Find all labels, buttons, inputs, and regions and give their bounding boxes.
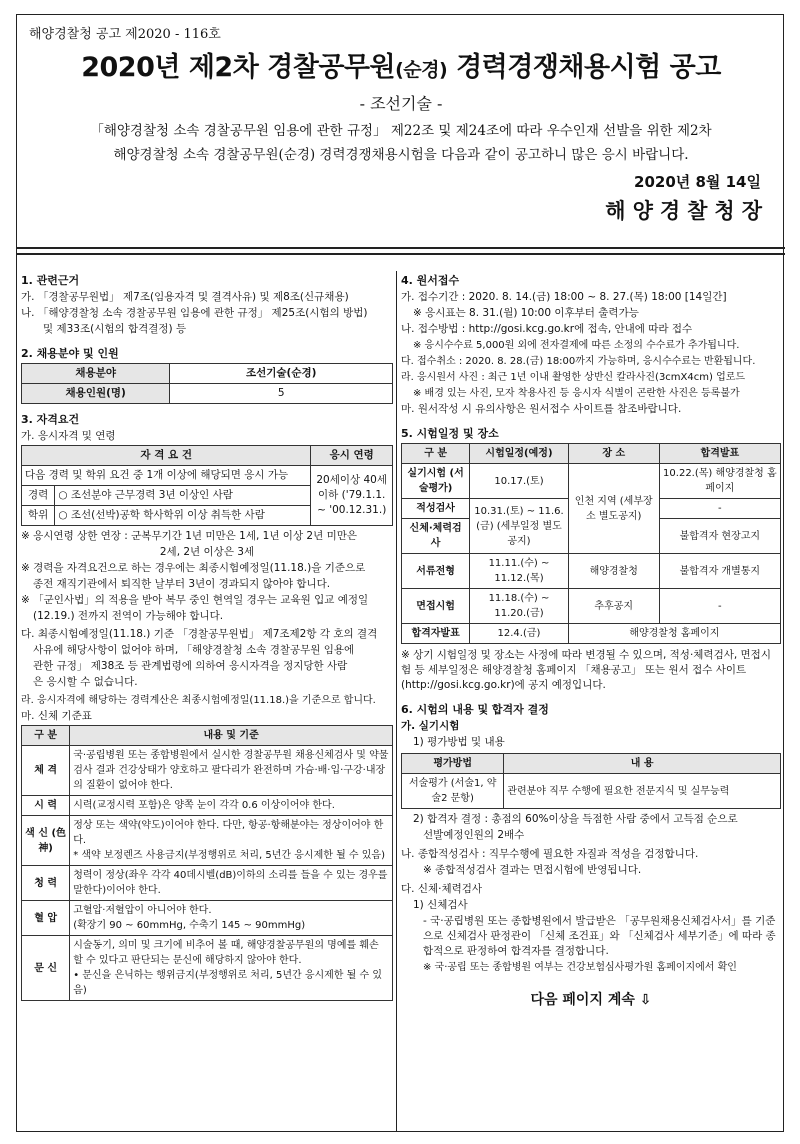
header-divider-2 xyxy=(17,253,785,255)
section-3-title: 3. 자격요건 xyxy=(21,413,80,426)
next-page-note: 다음 페이지 계속 ⇩ xyxy=(530,992,652,1008)
intro-text: 「해양경찰청 소속 경찰공무원 임용에 관한 규정」 제22조 및 제24조에 따라 우수인재 선발을 위한 제2차 해양경찰청 소속 경찰공무원(순경) 경력경쟁채용시험을 다음과 같이 공고하니 많은 응시 바랍니다. xyxy=(90,123,712,163)
body-standard-table: 구 분 내용 및 기준 체 격 국·공립병원 또는 종합병원에서 실시한 경찰공무원 채용신체검사 및 약물검사 결과 건강상태가 양호하고 팔다리가 완전하며 가슴·배·입·구강·내장의 질환이 없어야 한다. 시 력 시력(교정시력 포함)은 양쪽 눈이 각각 0.6 이상이어야 한다. 색 신 (色神) 정상 또는 색약(약도)이어야 한다. 다만, 항공·항해분야는 정상이어야 한다. * 색약 보정렌즈 사용금지(부정행위로 처리, 5년간 응시제한 될 수 있음) 청 력 청력이 정상(좌우 각각 40데시벨(dB)이하의 소리를 들을 수 있는 경우를 말한다)이어야 한다. 혈 압 고혈압·저혈압이 아니어야 한다. (확장기 90 ~ 60mmHg, 수축기 145 ~ 90mmHg) 문 신 시술동기, 의미 및 크기에 비추어 볼 때, 해양경찰공무원의 명예를 훼손 할 수 있다고 판단되는 문신에 해당하지 않아야 한다. • 문신을 은닉하는 행위금지(부정행위로 처리, 5년간 응시제한 될 수 있음) xyxy=(21,725,393,1001)
notice-date: 2020년 8월 14일 xyxy=(634,173,761,191)
qualification-table: 자 격 요 건 응시 연령 다음 경력 및 학위 요건 중 1개 이상에 해당되면 응시 가능 20세이상 40세이하 ('79.1.1. ~ '00.12.31.) 경력 ○ 조선분야 근무경력 3년 이상인 사람 학위 ○ 조선(선박)공학 학사학위 이상 취득한 사람 xyxy=(21,445,393,526)
notice-number: 해양경찰청 공고 제2020 - 116호 xyxy=(29,27,221,42)
section-1-title: 1. 관련근거 xyxy=(21,274,80,287)
left-column: 1. 관련근거 가. 「경찰공무원법」 제7조(임용자격 및 결격사유) 및 제8조(신규채용) 나. 「해양경찰청 소속 경찰공무원 임용에 관한 규정」 제25조(시험의 방법) 및 제33조(시험의 합격결정) 등 2. 채용분야 및 인원 채용분야 조선기술(순경) 채용인원(명) 5 3. 자격요건 가. 응시자격 및 연령 자 격 요 건 응시 연령 다음 경력 및 학위 요건 중 1개 이상에 해당되면 응시 가능 20세이상 40세이하 ('79.1.1. ~ '00.12.31.) 경력 ○ 조선분야 근무경력 3년 이상인 사람 학위 ○ 조선(선박)공학 학사학위 이상 취득한 사람 ※ 응시연령 상한 연장 : 군복무기간 1년 미만은 1세, 1년 이상 2년 미만은 2세, 2년 이상은 3세 ※ 경력을 자격요건으로 하는 경우에는 최종시험예정일(11.18.)을 기준으로 종전 재직기관에서 퇴직한 날부터 3년이 경과되지 않아야 합니다. ※ 「군인사법」의 적용을 받아 복무 중인 현역일 경우는 교육원 입교 예정일 (12.19.) 전까지 전역이 가능해야 합니다. 다. 최종시험예정일(11.18.) 기준 「경찰공무원법」 제7조제2항 각 호의 결격 사유에 해당사항이 없어야 하며, 「해양경찰청 소속 경찰공무원 임용에 관한 규정」 제38조 등 관계법령에 의하여 응시자격을 정지당한 사람 은 응시할 수 없습니다. 라. 응시자격에 해당하는 경력계산은 최종시험예정일(11.18.)을 기준으로 합니다. 마. 신체 기준표 구 분 내용 및 기준 체 격 국·공립병원 또는 종합병원에서 실시한 경찰공무원 채용신체검사 및 약물검사 결과 건강상태가 양호하고 팔다리가 완전하며 가슴·배·입·구강·내장의 질환이 없어야 한다. 시 력 시력(교정시력 포함)은 양쪽 눈이 각각 0.6 이상이어야 한다. 색 신 (色神) 정상 또는 색약(약도)이어야 한다. 다만, 항공·항해분야는 정상이어야 한다. * 색약 보정렌즈 사용금지(부정행위로 처리, 5년간 응시제한 될 수 있음) 청 력 청력이 정상(좌우 각각 40데시벨(dB)이하의 소리를 들을 수 있는 경우를 말한다)이어야 한다. 혈 압 고혈압·저혈압이 아니어야 한다. (확장기 90 ~ 60mmHg, 수축기 145 ~ 90mmHg) 문 신 시술동기, 의미 및 크기에 비추어 볼 때, 해양경찰공무원의 명예를 훼손 할 수 있다고 판단되는 문신에 해당하지 않아야 한다. • 문신을 은닉하는 행위금지(부정행위로 처리, 5년간 응시제한 될 수 있음) xyxy=(21,271,393,1001)
section-6-title: 6. 시험의 내용 및 합격자 결정 xyxy=(401,703,549,716)
section-4-title: 4. 원서접수 xyxy=(401,274,460,287)
section-2-title: 2. 채용분야 및 인원 xyxy=(21,347,119,360)
section-5-title: 5. 시험일정 및 장소 xyxy=(401,427,499,440)
header-divider xyxy=(17,247,785,249)
page-subtitle: - 조선기술 - xyxy=(359,94,443,113)
recruit-table: 채용분야 조선기술(순경) 채용인원(명) 5 xyxy=(21,363,393,404)
schedule-table: 구 분 시험일정(예정) 장 소 합격발표 실기시험 (서술평가) 10.17.(토) 인천 지역 (세부장소 별도공지) 10.22.(목) 해양경찰청 홈페이지 적성검사 10.31.(토) ~ 11.6.(금) (세부일정 별도공지) - 신체·체력검사 불합격자 현장고지 서류전형 11.11.(수) ~ 11.12.(목) 해양경찰청 불합격자 개별통지 면접시험 11.18.(수) ~ 11.20.(금) 추후공지 - 합격자발표 12.4.(금) 해양경찰청 홈페이지 xyxy=(401,443,781,644)
notice-page xyxy=(16,14,784,1132)
evaluation-table: 평가방법 내 용 서술평가 (서술1, 약술2 문항) 관련분야 직무 수행에 필요한 전문지식 및 실무능력 xyxy=(401,753,781,809)
column-divider xyxy=(396,271,397,1131)
right-column: 4. 원서접수 가. 접수기간 : 2020. 8. 14.(금) 18:00 ~ 8. 27.(목) 18:00 [14일간] ※ 응시표는 8. 31.(월) 10:00 이후부터 출력가능 나. 접수방법 : http://gosi.kcg.go.kr에 접속, 안내에 따라 접수 ※ 응시수수료 5,000원 외에 전자결제에 따른 소정의 수수료가 추가됩니다. 다. 접수취소 : 2020. 8. 28.(금) 18:00까지 가능하며, 응시수수료는 반환됩니다. 라. 응시원서 사진 : 최근 1년 이내 촬영한 상반신 칼라사진(3cmX4cm) 업로드 ※ 배경 있는 사진, 모자 착용사진 등 응시자 식별이 곤란한 사진은 등록불가 마. 원서작성 시 유의사항은 원서접수 사이트를 참조바랍니다. 5. 시험일정 및 장소 구 분 시험일정(예정) 장 소 합격발표 실기시험 (서술평가) 10.17.(토) 인천 지역 (세부장소 별도공지) 10.22.(목) 해양경찰청 홈페이지 적성검사 10.31.(토) ~ 11.6.(금) (세부일정 별도공지) - 신체·체력검사 불합격자 현장고지 서류전형 11.11.(수) ~ 11.12.(목) 해양경찰청 불합격자 개별통지 면접시험 11.18.(수) ~ 11.20.(금) 추후공지 - 합격자발표 12.4.(금) 해양경찰청 홈페이지 ※ 상기 시험일정 및 장소는 사정에 따라 변경될 수 있으며, 적성·체력검사, 면접시험 등 세부일정은 해양경찰청 홈페이지 「채용공고」 또는 원서 접수 사이트(http://gosi.kcg.go.kr)에 공지 예정입니다. 6. 시험의 내용 및 합격자 결정 가. 실기시험 1) 평가방법 및 내용 평가방법 내 용 서술평가 (서술1, 약술2 문항) 관련분야 직무 수행에 필요한 전문지식 및 실무능력 2) 합격자 결정 : 총점의 60%이상을 득점한 사람 중에서 고득점 순으로 선발예정인원의 2배수 나. 종합적성검사 : 직무수행에 필요한 자질과 적성을 검정합니다. ※ 종합적성검사 결과는 면접시험에 반영됩니다. 다. 신체·체력검사 1) 신체검사 - 국·공립병원 또는 종합병원에서 발급받은 「공무원채용신체검사서」를 기준으로 신체검사 판정관이 「신체 조건표」와 「신체검사 세부기준」에 따라 종합적으로 판정하여 합격자를 결정합니다. ※ 국·공립 또는 종합병원 여부는 건강보험심사평가원 홈페이지에서 확인 다음 페이지 계속 ⇩ xyxy=(401,271,781,1008)
page-title: 2020년 제2차 경찰공무원(순경) 경력경쟁채용시험 공고 xyxy=(81,52,721,83)
agency-name: 해양경찰청장 xyxy=(605,199,769,223)
